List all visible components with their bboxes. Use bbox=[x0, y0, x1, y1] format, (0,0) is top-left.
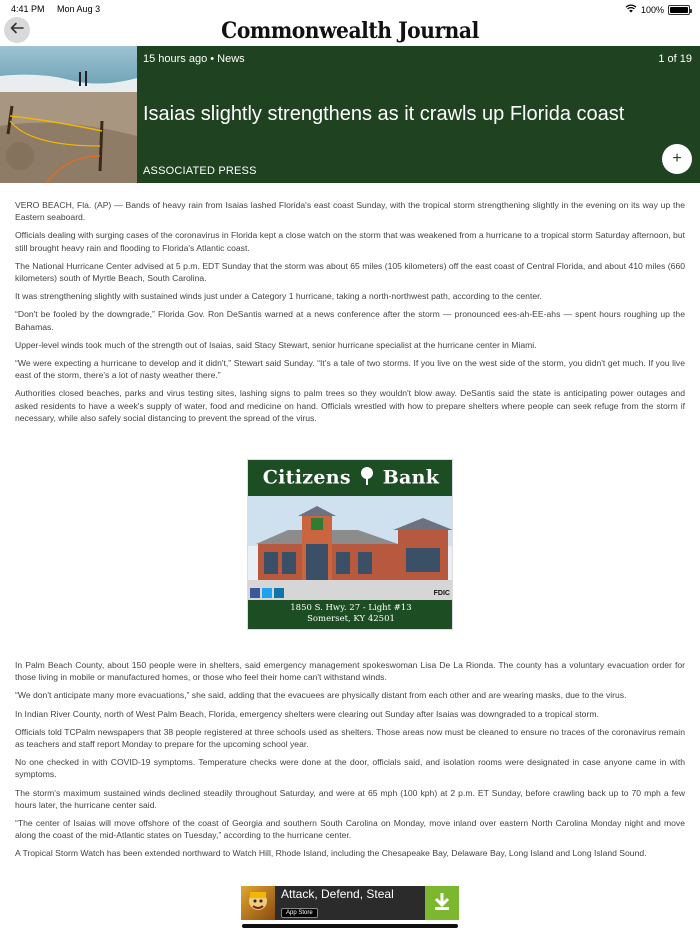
bank-address-line2: Somerset, KY 42501 bbox=[307, 614, 395, 625]
article-paragraph: In Indian River County, north of West Palm Beach, Florida, emergency shelters were clearing out Sunday after Isaias was downgraded to a tropical storm. bbox=[15, 708, 599, 719]
hero-banner bbox=[0, 46, 700, 183]
article-meta: 15 hours ago • News bbox=[143, 53, 245, 65]
back-button[interactable] bbox=[4, 17, 30, 43]
header bbox=[0, 16, 700, 46]
battery-level bbox=[670, 7, 688, 13]
article-body-bottom bbox=[15, 659, 685, 866]
home-indicator bbox=[242, 924, 458, 928]
arrow-left-icon bbox=[10, 21, 24, 39]
article-paragraph: “We were expecting a hurricane to develop and it didn't,” Stewart said Sunday. “It's a tale of two storms. If you live on the west side of the storm, you didn't get much. If you live east of the storm, there's a lot of nasty weather there.” bbox=[15, 358, 685, 381]
article-paragraph: The storm's maximum sustained winds declined steadily throughout Saturday, and were at 65 mph (100 kph) at 2 p.m. ET Sunday, before crawling back up to 70 mph a few hours later, the hurricane center said. bbox=[15, 787, 685, 810]
citizens-bank-ad[interactable] bbox=[247, 459, 453, 630]
download-button[interactable] bbox=[425, 886, 459, 920]
app-store-badge: App Store bbox=[281, 908, 318, 918]
article-paragraph: “The center of Isaias will move offshore of the coast of Georgia and southern South Carolina on Monday, move inland over eastern North Carolina Monday night and move along the coast of the mid-Atlantic states on Tuesday,” according to the hurricane center. bbox=[15, 818, 685, 841]
tree-icon bbox=[358, 466, 376, 491]
article-paragraph: A Tropical Storm Watch has been extended northward to Watch Hill, Rhode Island, including the Chesapeake Bay, Delaware Bay, Long Island and Long Island Sound. bbox=[15, 848, 647, 859]
article-paragraph: VERO BEACH, Fla. (AP) — Bands of heavy rain from Isaias lashed Florida's east coast Sunday, with the tropical storm strengthening slightly in the evening on its way up the Eastern seaboard. bbox=[15, 200, 685, 223]
article-paragraph: It was strengthening slightly with sustained winds just under a Category 1 hurricane, taking a north-northwest path, according to the center. bbox=[15, 291, 542, 302]
gallery-count: 1 of 19 bbox=[658, 53, 692, 65]
battery-percent: 100% bbox=[640, 4, 664, 15]
ad-title: Attack, Defend, Steal bbox=[281, 887, 394, 901]
battery-icon bbox=[668, 5, 690, 15]
article-paragraph: No one checked in with COVID-19 symptoms. Temperature checks were done at the door, officials said, and isolation rooms were designated in case anyone came in with symptoms. bbox=[15, 757, 685, 780]
bank-address-line1: 1850 S. Hwy. 27 - Light #13 bbox=[290, 603, 412, 613]
article-byline: ASSOCIATED PRESS bbox=[143, 165, 257, 177]
fdic-badge: FDIC bbox=[433, 590, 450, 597]
article-body-top bbox=[15, 199, 685, 430]
bank-logo: Citizens Bank bbox=[263, 466, 440, 491]
article-paragraph: The National Hurricane Center advised at 5 p.m. EDT Sunday that the storm was about 65 miles (105 kilometers) off the east coast of Central Florida, and about 410 miles (660 kilometers) south of Myrtle Beach, South Carolina. bbox=[15, 260, 685, 284]
game-icon bbox=[241, 886, 275, 920]
download-icon bbox=[433, 891, 451, 916]
article-paragraph: “We don't anticipate many more evacuations,” she said, adding that the evacuees are physically distant from each other and are wearing masks, due to the virus. bbox=[15, 690, 627, 701]
bank-logo-bar bbox=[248, 460, 453, 496]
game-ad-banner[interactable] bbox=[241, 886, 459, 920]
article-paragraph: In Palm Beach County, about 150 people were in shelters, said emergency management spokeswoman Lisa De La Rionda. The county has a voluntary evacuation order for those living in mobile or manufactured homes, or those who feel their home can't withstand winds. bbox=[15, 660, 685, 683]
status-date: Mon Aug 3 bbox=[57, 4, 101, 14]
masthead: Commonwealth Journal bbox=[221, 18, 479, 44]
add-button[interactable] bbox=[662, 144, 692, 174]
article-paragraph: Authorities closed beaches, parks and virus testing sites, lashing signs to palm trees so they wouldn't blow away. DeSantis said the state is anticipating power outages and asked residents to have a week's supply of water, food and medicine on hand. Officials wrestled with how to prepare shelters where people can seek refuge from the storm if necessary, while also safely social distancing to prevent the spread of the virus. bbox=[15, 388, 685, 423]
bank-address bbox=[248, 600, 453, 630]
article-headline: Isaias slightly strengthens as it crawls up Florida coast bbox=[143, 103, 625, 125]
plus-icon: + bbox=[672, 150, 682, 167]
hero-photo bbox=[0, 46, 137, 183]
wifi-icon bbox=[625, 4, 637, 15]
bank-building-image bbox=[248, 496, 453, 600]
status-time: 4:41 PM bbox=[11, 4, 45, 14]
article-paragraph: Upper-level winds took much of the strength out of Isaias, said Stacy Stewart, senior hurricane specialist at the hurricane center in Miami. bbox=[15, 339, 537, 350]
article-paragraph: “Don't be fooled by the downgrade,” Florida Gov. Ron DeSantis warned at a news conference after the storm — pronounced ees-ah-EE-ahs — spent hours roughing up the Bahamas. bbox=[15, 309, 685, 332]
article-paragraph: Officials told TCPalm newspapers that 38 people registered at three schools used as shelters. Those areas now must be cleaned to ensure no traces of the coronavirus remain as teachers and staff report Monday to prepare for the upcoming school year. bbox=[15, 726, 685, 750]
article-paragraph: Officials dealing with surging cases of the coronavirus in Florida kept a close watch on the storm that was weakened from a hurricane to a tropical storm Saturday afternoon, but still brought heavy rain and flooding to Florida's Atlantic coast. bbox=[15, 230, 685, 253]
